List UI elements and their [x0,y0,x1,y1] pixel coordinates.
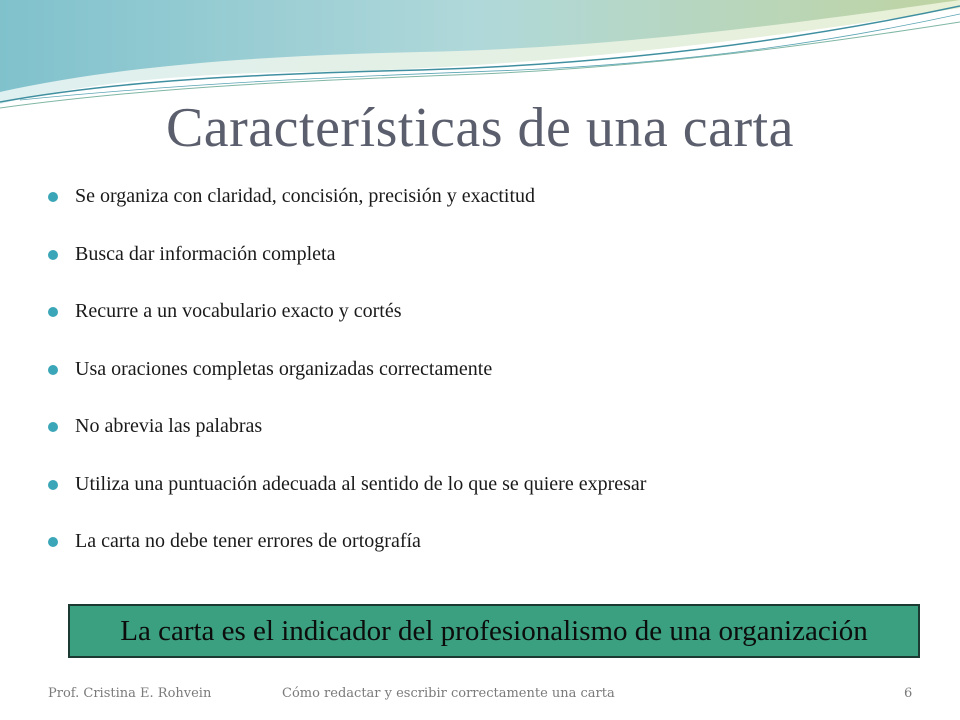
bullet-text: Usa oraciones completas organizadas correctamente [75,357,493,380]
bullet-marker-icon [48,537,58,547]
bullet-text: Se organiza con claridad, concisión, precisión y exactitud [75,185,536,207]
page-number: 6 [904,686,913,701]
bullet-marker-icon [48,365,58,375]
bullet-marker-icon [48,192,58,202]
bullet-marker-icon [48,422,58,432]
footer-subject: Cómo redactar y escribir correctamente una carta [282,686,615,701]
bullet-item [48,236,928,294]
bullet-text: La carta no debe tener errores de ortografía [75,530,421,552]
bullet-item [48,351,928,409]
slide-title: Características de una carta [165,97,795,159]
bullet-marker-icon [48,307,58,317]
bullet-item [48,408,928,466]
bullet-marker-icon [48,250,58,260]
bullet-list [48,178,928,581]
bullet-item [48,293,928,351]
bullet-text: Recurre a un vocabulario exacto y cortés [75,300,402,322]
callout-box [68,604,920,658]
footer-author: Prof. Cristina E. Rohvein [48,686,212,701]
callout-text: La carta es el indicador del profesionalismo de una organización [120,614,868,647]
bullet-text: Busca dar información completa [75,242,336,265]
bullet-item [48,178,928,236]
bullet-item [48,523,928,581]
bullet-item [48,466,928,524]
bullet-marker-icon [48,480,58,490]
bullet-text: No abrevia las palabras [75,415,263,437]
bullet-text: Utiliza una puntuación adecuada al sentido de lo que se quiere expresar [75,472,647,495]
